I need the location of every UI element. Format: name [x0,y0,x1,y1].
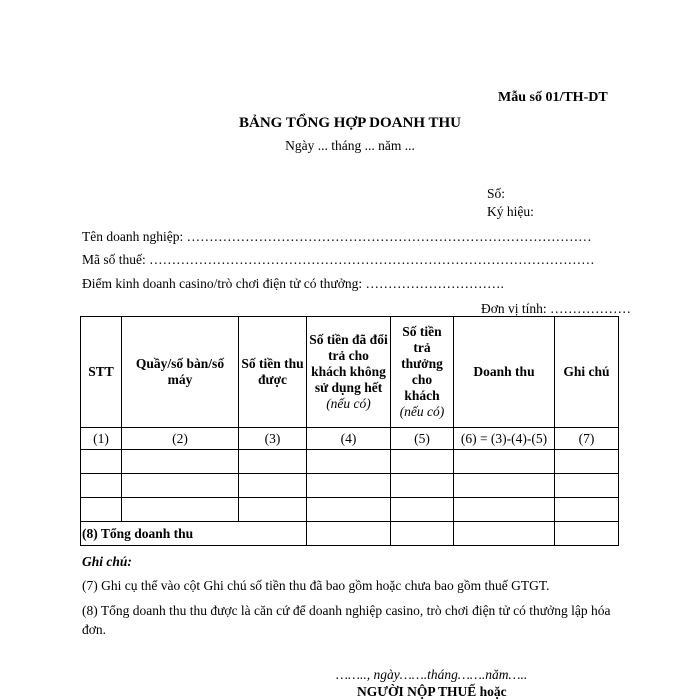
signature-date: …….., ngày…….tháng…….năm….. [336,667,528,682]
column-number: (3) [239,428,307,450]
column-number-row [81,428,619,450]
note-8: (8) Tổng doanh thu thu được là căn cứ để doanh nghiệp casino, trò chơi điện tử có thưởng lập hóa đơn. [82,603,611,637]
header-stt: STT [81,317,122,428]
table-cell [307,522,391,546]
table-cell [391,450,454,474]
table-cell [81,450,122,474]
total-row [81,522,619,546]
table-cell [239,474,307,498]
revenue-summary-table [80,316,619,546]
table-cell [555,522,619,546]
table-cell [555,498,619,522]
column-number: (7) [555,428,619,450]
table-cell [307,474,391,498]
table-cell [239,498,307,522]
table-cell [307,450,391,474]
table-cell [454,498,555,522]
table-cell [555,450,619,474]
table-cell [81,498,122,522]
document-date: Ngày ... tháng ... năm ... [285,138,415,153]
table-header-row [81,317,619,428]
column-number: (5) [391,428,454,450]
header-notes: Ghi chú [555,317,619,428]
header-counter: Quầy/số bàn/số máy [122,317,239,428]
header-refunded-sub: (nếu có) [326,396,371,411]
table-cell [391,498,454,522]
total-revenue-label: (8) Tổng doanh thu [81,522,307,546]
tax-code-field: Mã số thuế: ……………………………………………………………………………………… [82,252,595,267]
currency-unit-label: Đơn vị tính: ……………… [481,301,632,316]
table-cell [454,474,555,498]
table-cell [81,474,122,498]
company-name-field: Tên doanh nghiệp: ……………………………………………………………………………… [82,229,592,244]
table-row [81,498,619,522]
column-number: (4) [307,428,391,450]
table-cell [239,450,307,474]
document-number-label: Số: [487,186,506,201]
table-cell [122,498,239,522]
document-title: BẢNG TỔNG HỢP DOANH THU [239,115,461,131]
header-revenue: Doanh thu [454,317,555,428]
header-refunded [307,317,391,428]
table-cell [307,498,391,522]
header-collected: Số tiền thu được [239,317,307,428]
table-cell [391,474,454,498]
notes-title: Ghi chú: [82,554,132,569]
total-revenue-value [454,522,555,546]
header-prizes-label: Số tiền trả thưởng cho khách [401,324,443,403]
signature-title: NGƯỜI NỘP THUẾ hoặc [357,684,507,699]
table-cell [555,474,619,498]
table-cell [122,450,239,474]
form-code: Mẫu số 01/TH-DT [498,90,608,105]
column-number: (6) = (3)-(4)-(5) [454,428,555,450]
table-cell [391,522,454,546]
table-cell [122,474,239,498]
document-symbol-label: Ký hiệu: [487,204,534,219]
table-row [81,474,619,498]
note-7: (7) Ghi cụ thể vào cột Ghi chú số tiền thu đã bao gồm hoặc chưa bao gồm thuế GTGT. [82,578,550,593]
header-prizes-sub: (nếu có) [399,404,445,419]
business-location-field: Điểm kinh doanh casino/trò chơi điện tử có thưởng: …………………………. [82,276,504,291]
header-prizes [391,317,454,428]
header-refunded-label: Số tiền đã đổi trả cho khách không sử dụng hết [309,332,388,395]
table-cell [454,450,555,474]
column-number: (2) [122,428,239,450]
table-row [81,450,619,474]
column-number: (1) [81,428,122,450]
